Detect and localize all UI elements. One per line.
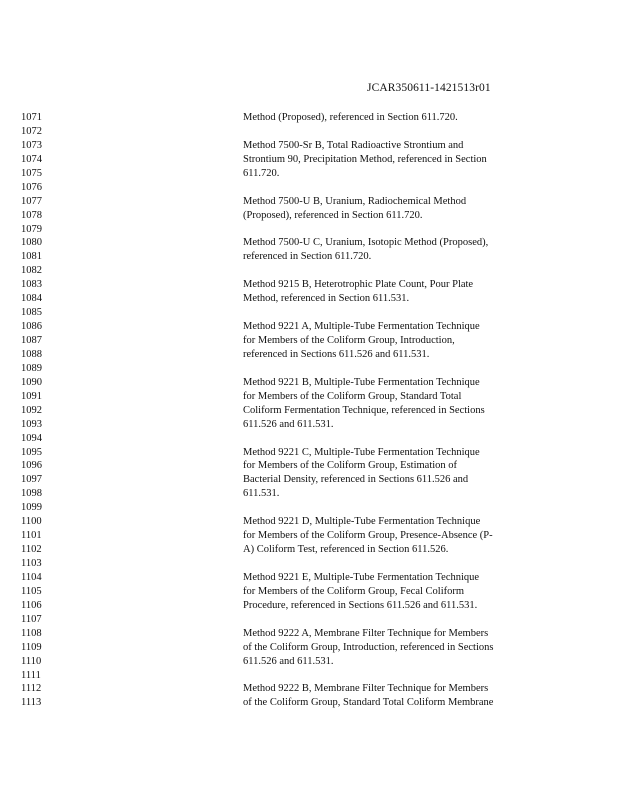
text-line: Method 7500-U B, Uranium, Radiochemical Method [243, 195, 467, 207]
line-number: 1085 [21, 307, 42, 319]
text-line [243, 362, 543, 376]
line-number: 1093 [21, 418, 42, 430]
text-line: Method, referenced in Section 611.531. [243, 293, 410, 305]
text-line: Method 9222 A, Membrane Filter Technique for Members [243, 627, 489, 639]
line-number: 1075 [21, 167, 42, 179]
line-number: 1091 [21, 390, 42, 402]
text-line [243, 125, 543, 139]
line-number-column [21, 111, 61, 710]
text-line: 611.531. [243, 488, 280, 500]
text-line: Method 7500-Sr B, Total Radioactive Strontium and [243, 139, 464, 151]
line-number: 1111 [21, 669, 41, 681]
document-body [243, 111, 543, 710]
line-number: 1096 [21, 460, 42, 472]
line-number: 1097 [21, 474, 42, 486]
text-line: for Members of the Coliform Group, Standard Total [243, 390, 462, 402]
text-line: of the Coliform Group, Standard Total Coliform Membrane [243, 697, 494, 709]
line-number: 1110 [21, 655, 42, 667]
line-number: 1102 [21, 544, 42, 556]
text-line: for Members of the Coliform Group, Estimation of [243, 460, 458, 472]
line-number: 1100 [21, 516, 42, 528]
document-code: JCAR350611-1421513r01 [367, 82, 491, 94]
line-number: 1079 [21, 223, 42, 235]
text-line: Bacterial Density, referenced in Sections 611.526 and [243, 474, 469, 486]
line-number: 1103 [21, 558, 42, 569]
text-line: 611.526 and 611.531. [243, 418, 334, 430]
line-number: 1086 [21, 321, 42, 333]
text-line: Strontium 90, Precipitation Method, referenced in Section [243, 153, 487, 165]
text-line: A) Coliform Test, referenced in Section 611.526. [243, 544, 449, 556]
line-number: 1099 [21, 502, 42, 514]
line-number: 1095 [21, 446, 42, 458]
line-number: 1094 [21, 432, 42, 444]
line-number: 1098 [21, 488, 42, 500]
line-number: 1113 [21, 697, 42, 709]
line-number: 1081 [21, 251, 42, 263]
text-line [243, 557, 543, 571]
text-line [243, 669, 543, 683]
line-number: 1105 [21, 585, 42, 597]
line-number: 1077 [21, 195, 42, 207]
text-line [243, 264, 543, 278]
text-line: 611.526 and 611.531. [243, 655, 334, 667]
line-number: 1112 [21, 683, 42, 695]
line-number: 1107 [21, 613, 42, 625]
line-number: 1089 [21, 362, 42, 374]
text-line: Method 9221 A, Multiple-Tube Fermentation Technique [243, 321, 480, 333]
text-line [243, 613, 543, 627]
text-line [243, 432, 543, 446]
line-number: 1080 [21, 237, 42, 249]
line-number: 1074 [21, 153, 42, 165]
line-number: 1084 [21, 293, 42, 305]
line-number: 1082 [21, 265, 42, 277]
line-number: 1104 [21, 571, 42, 583]
text-line [243, 306, 543, 320]
line-number: 1090 [21, 376, 42, 388]
line-number: 1101 [21, 530, 42, 542]
text-line: 611.720. [243, 167, 280, 179]
text-line: Method 9221 D, Multiple-Tube Fermentation Technique [243, 516, 481, 528]
line-number: 1087 [21, 335, 42, 346]
text-line: Method 9221 B, Multiple-Tube Fermentation Technique [243, 376, 480, 388]
text-line: for Members of the Coliform Group, Fecal Coliform [243, 585, 465, 597]
line-number: 1071 [21, 112, 42, 123]
text-line: referenced in Section 611.720. [243, 251, 372, 263]
text-line: Method (Proposed), referenced in Section 611.720. [243, 112, 458, 123]
text-line: for Members of the Coliform Group, Presence-Absence (P- [243, 530, 493, 542]
line-number: 1072 [21, 125, 42, 137]
line-number: 1108 [21, 627, 42, 639]
text-line: for Members of the Coliform Group, Introduction, [243, 335, 455, 346]
text-line: of the Coliform Group, Introduction, referenced in Sections [243, 641, 494, 653]
text-line [243, 181, 543, 195]
line-number: 1088 [21, 348, 42, 360]
text-line: (Proposed), referenced in Section 611.720. [243, 209, 423, 221]
text-line: Coliform Fermentation Technique, referenced in Sections [243, 404, 485, 416]
line-number: 1083 [21, 279, 42, 291]
text-line: Method 9221 C, Multiple-Tube Fermentation Technique [243, 446, 480, 458]
line-number: 1078 [21, 209, 42, 221]
text-line: Method 9221 E, Multiple-Tube Fermentation Technique [243, 571, 480, 583]
text-line [243, 501, 543, 515]
text-line: Method 7500-U C, Uranium, Isotopic Method (Proposed), [243, 237, 489, 249]
text-line: Method 9222 B, Membrane Filter Technique for Members [243, 683, 489, 695]
text-line: referenced in Sections 611.526 and 611.531. [243, 348, 430, 360]
text-line [243, 223, 543, 237]
line-number: 1073 [21, 139, 42, 151]
line-number: 1106 [21, 599, 42, 611]
text-line: Method 9215 B, Heterotrophic Plate Count, Pour Plate [243, 279, 474, 291]
line-number: 1109 [21, 641, 42, 653]
text-line: Procedure, referenced in Sections 611.526 and 611.531. [243, 599, 478, 611]
line-number: 1092 [21, 404, 42, 416]
line-number: 1076 [21, 181, 42, 193]
